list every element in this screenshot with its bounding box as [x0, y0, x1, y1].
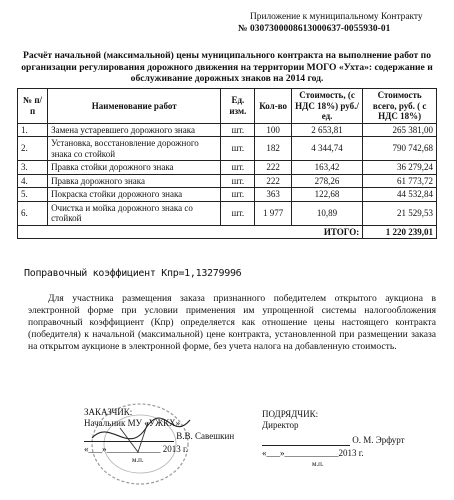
- row-name: Правка дорожного знака: [48, 174, 221, 188]
- row-qty: 363: [255, 188, 291, 202]
- customer-position: Начальник МУ «УЖКХ»: [84, 418, 181, 428]
- row-unit: шт.: [221, 188, 255, 202]
- row-qty: 100: [255, 123, 291, 137]
- col-header-qty: Кол-во: [255, 89, 291, 124]
- row-qty: 182: [255, 137, 291, 161]
- row-unit-price: 278,26: [291, 174, 363, 188]
- total-label: ИТОГО:: [18, 225, 363, 239]
- row-unit: шт.: [221, 161, 255, 175]
- row-name: Правка стойки дорожного знака: [48, 161, 221, 175]
- row-name: Покраска стойки дорожного знака: [48, 188, 221, 202]
- contractor-position: Директор: [262, 420, 299, 430]
- customer-heading: ЗАКАЗЧИК:: [84, 407, 133, 417]
- customer-stamp-place: м.п.: [132, 456, 144, 464]
- customer-signature-block: [84, 407, 234, 466]
- row-num: 1.: [18, 123, 48, 137]
- row-total: 61 773,72: [363, 174, 437, 188]
- row-total: 265 381,00: [363, 123, 437, 137]
- document-title: Расчёт начальной (максимальной) цены муниципального контракта на выполнение работ по организации регулирования дорожного движения на территории МОГО «Ухта»: содержание и обслуживание дорожных знаков на 2014 год.: [21, 50, 433, 84]
- table-header-row: [18, 89, 437, 124]
- row-unit-price: 10,89: [291, 201, 363, 225]
- appendix-title: Приложение к муниципальному Контракту: [250, 12, 423, 22]
- row-unit-price: 163,42: [291, 161, 363, 175]
- row-name: Очистка и мойка дорожного знака со стойкой: [48, 201, 221, 225]
- table-row: [18, 188, 437, 202]
- row-unit-price: 2 653,81: [291, 123, 363, 137]
- col-header-total: Стоимость всего, руб. ( с НДС 18%): [363, 89, 437, 124]
- row-num: 2.: [18, 137, 48, 161]
- row-unit-price: 122,68: [291, 188, 363, 202]
- total-value: 1 220 239,01: [363, 225, 437, 239]
- table-row: [18, 174, 437, 188]
- contractor-name: О. М. Эрфурт: [352, 435, 405, 445]
- contractor-signature-line: [262, 445, 350, 446]
- row-total: 44 532,84: [363, 188, 437, 202]
- col-header-name: Наименование работ: [48, 89, 221, 124]
- contractor-heading: ПОДРЯДЧИК:: [262, 409, 319, 419]
- row-qty: 222: [255, 174, 291, 188]
- row-qty: 1 977: [255, 201, 291, 225]
- col-header-unit-price: Стоимость, (с НДС 18%) руб./ед.: [291, 89, 363, 124]
- explanation-paragraph: Для участника размещения заказа признанного победителем открытого аукциона в электронной форме при условии применения им упрощенной системы налогообложения поправочный коэффициент (Кпр) определяется как отношение цены настоящего контракта (победителя) к начальной (максимальной) цене контракта, установленной при размещении заказа на открытом аукционе в электронной форме, без учета налога на добавленную стоимость.: [28, 293, 436, 352]
- row-name: Установка, восстановление дорожного знака со стойкой: [48, 137, 221, 161]
- contract-number: № 0307300008613000637-0055930-01: [238, 24, 391, 34]
- row-unit: шт.: [221, 137, 255, 161]
- row-unit: шт.: [221, 123, 255, 137]
- row-name: Замена устаревшего дорожного знака: [48, 123, 221, 137]
- contractor-signature-block: [262, 409, 405, 470]
- customer-signature-line: [84, 441, 174, 442]
- price-table: [17, 88, 437, 239]
- customer-date: «___»____________ 2013 г.: [84, 444, 188, 454]
- row-num: 6.: [18, 201, 48, 225]
- row-num: 5.: [18, 188, 48, 202]
- row-unit: шт.: [221, 174, 255, 188]
- row-total: 36 279,24: [363, 161, 437, 175]
- row-qty: 222: [255, 161, 291, 175]
- contractor-date: «___»____________2013 г.: [262, 448, 364, 458]
- correction-coefficient: Поправочный коэффициент Кпр=1,13279996: [24, 268, 242, 279]
- row-unit: шт.: [221, 201, 255, 225]
- row-total: 790 742,68: [363, 137, 437, 161]
- customer-name: В.В. Савешкин: [176, 431, 235, 441]
- row-num: 4.: [18, 174, 48, 188]
- table-row: [18, 137, 437, 161]
- row-total: 21 529,53: [363, 201, 437, 225]
- table-row: [18, 201, 437, 225]
- table-total-row: [18, 225, 437, 239]
- row-num: 3.: [18, 161, 48, 175]
- col-header-num: № п/п: [18, 89, 48, 124]
- row-unit-price: 4 344,74: [291, 137, 363, 161]
- table-row: [18, 123, 437, 137]
- col-header-unit: Ед. изм.: [221, 89, 255, 124]
- table-row: [18, 161, 437, 175]
- contractor-stamp-place: м.п.: [312, 460, 324, 468]
